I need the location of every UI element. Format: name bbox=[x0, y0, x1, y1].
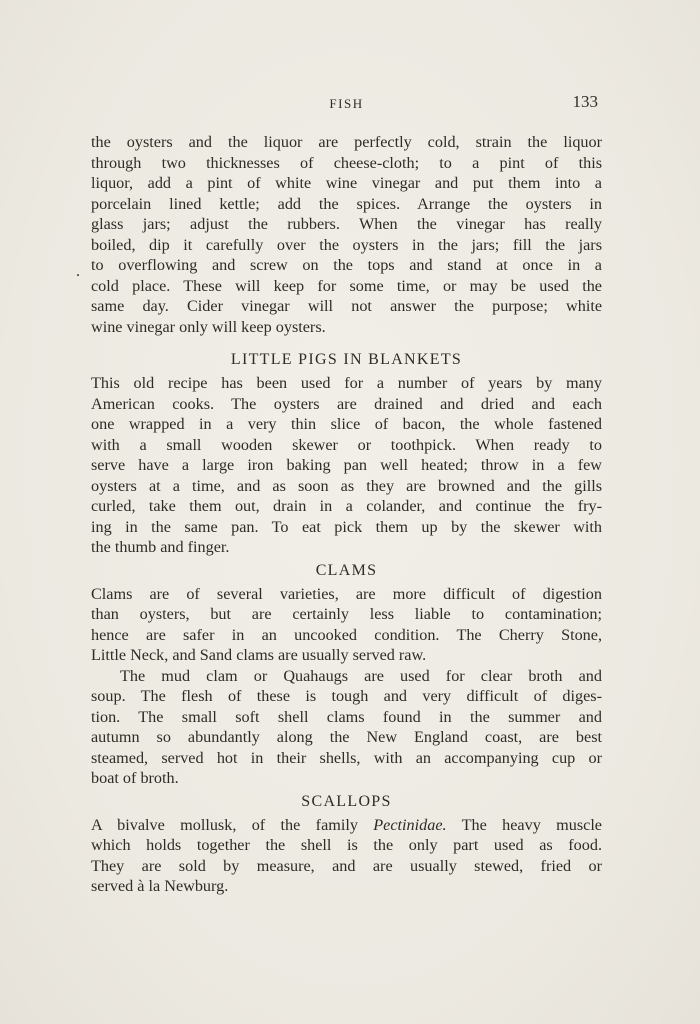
text-line: They are sold by measure, and are usually stewed, fried or bbox=[91, 856, 602, 875]
text-line: glass jars; adjust the rubbers. When the vinegar has really bbox=[91, 215, 602, 233]
text-line: steamed, served hot in their shells, with an accompanying cup or bbox=[91, 748, 602, 767]
text-line: boiled, dip it carefully over the oysters in the jars; fill the jars bbox=[91, 235, 602, 254]
text-line: one wrapped in a very thin slice of bacon, the whole fastened bbox=[91, 415, 602, 433]
italic-term: Pectinidae. bbox=[373, 815, 447, 834]
scallops-paragraph bbox=[91, 815, 602, 897]
text-line: to overflowing and screw on the tops and stand at once in a bbox=[91, 256, 602, 274]
text-line: tion. The small soft shell clams found in the summer and bbox=[91, 707, 602, 726]
text-line: porcelain lined kettle; add the spices. Arrange the oysters in bbox=[91, 194, 602, 213]
text-line: American cooks. The oysters are drained and dried and each bbox=[91, 394, 602, 413]
text-line: Little Neck, and Sand clams are usually served raw. bbox=[91, 646, 427, 664]
page-number: 133 bbox=[572, 92, 598, 111]
running-title: FISH bbox=[329, 96, 364, 111]
text-line: than oysters, but are certainly less liable to contamination; bbox=[91, 605, 602, 623]
text-line: same day. Cider vinegar will not answer the purpose; white bbox=[91, 297, 602, 315]
text-line: which holds together the shell is the only part used as food. bbox=[91, 836, 602, 854]
clams-paragraph-2 bbox=[91, 666, 602, 789]
text-line: wine vinegar only will keep oysters. bbox=[91, 317, 326, 336]
text-line: boat of broth. bbox=[91, 769, 179, 787]
page-body bbox=[91, 132, 602, 897]
text-line: serve have a large iron baking pan well heated; throw in a few bbox=[91, 456, 602, 474]
text-line: soup. The flesh of these is tough and very difficult of diges- bbox=[91, 687, 602, 705]
little-pigs-paragraph bbox=[91, 373, 602, 558]
text-line: curled, take them out, drain in a colander, and continue the fry- bbox=[91, 497, 602, 515]
text-line: autumn so abundantly along the New England coast, are best bbox=[91, 728, 602, 746]
text-line: the oysters and the liquor are perfectly cold, strain the liquor bbox=[91, 133, 602, 151]
text-line: This old recipe has been used for a number of years by many bbox=[91, 374, 602, 392]
text-line bbox=[91, 815, 602, 836]
text-line: with a small wooden skewer or toothpick. When ready to bbox=[91, 435, 602, 454]
section-heading-clams: CLAMS bbox=[315, 561, 378, 579]
oysters-continued-paragraph bbox=[91, 132, 602, 337]
section-heading-little-pigs: LITTLE PIGS IN BLANKETS bbox=[230, 351, 463, 368]
text-fragment: A bivalve mollusk, of the family bbox=[91, 815, 374, 834]
text-line: the thumb and finger. bbox=[91, 538, 230, 556]
section-heading-scallops: SCALLOPS bbox=[301, 792, 392, 810]
text-line: Clams are of several varieties, are more difficult of digestion bbox=[91, 584, 602, 603]
text-line: ing in the same pan. To eat pick them up by the skewer with bbox=[91, 517, 602, 536]
clams-paragraph-1 bbox=[91, 584, 602, 666]
text-line: The mud clam or Quahaugs are used for clear broth and bbox=[120, 666, 602, 685]
text-line: cold place. These will keep for some time, or may be used the bbox=[91, 276, 602, 295]
text-line: oysters at a time, and as soon as they are browned and the gills bbox=[91, 476, 602, 495]
text-fragment: The heavy muscle bbox=[446, 815, 602, 834]
text-line: liquor, add a pint of white wine vinegar and put them into a bbox=[91, 174, 602, 192]
text-line: hence are safer in an uncooked condition. The Cherry Stone, bbox=[91, 625, 602, 644]
margin-mark: . bbox=[76, 263, 80, 280]
text-line: through two thicknesses of cheese-cloth; to a pint of this bbox=[91, 153, 602, 172]
text-line: served à la Newburg. bbox=[91, 877, 229, 895]
running-head bbox=[91, 92, 602, 116]
